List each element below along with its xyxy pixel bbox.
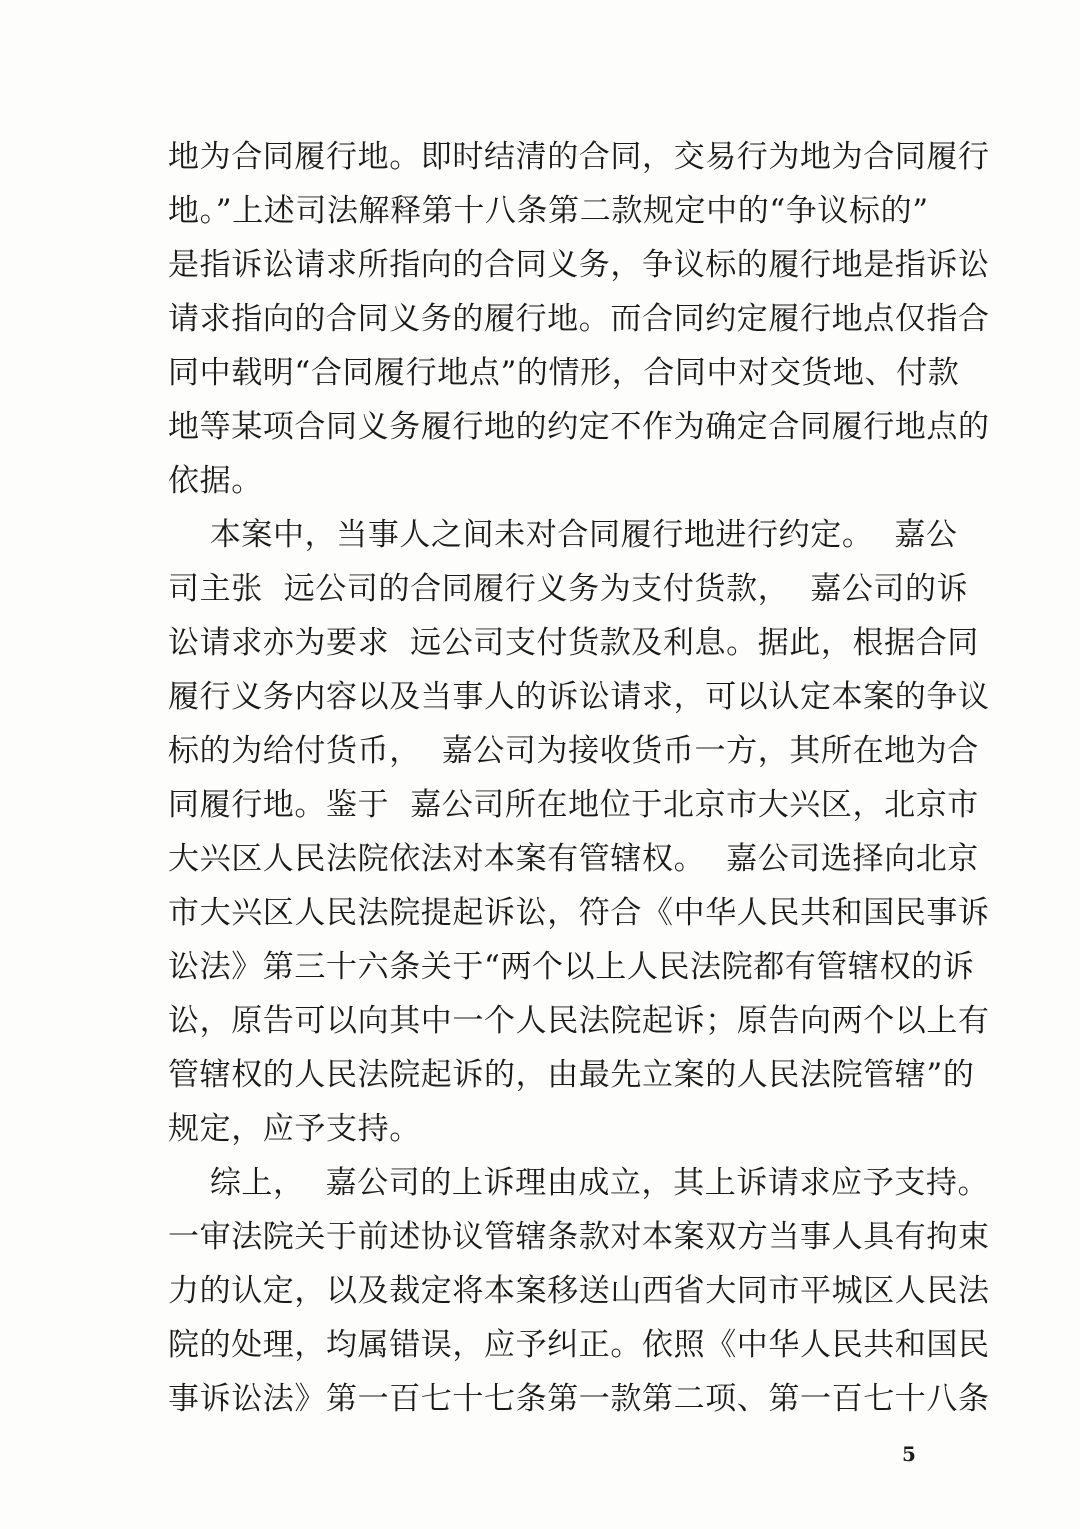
text-line: 管辖权的人民法院起诉的，由最先立案的人民法院管辖”的 [168,1057,975,1093]
text-line: 地。”上述司法解释第十八条第二款规定中的“争议标的” [168,193,929,229]
text-line: 司主张 远公司的合同履行义务为支付货款， 嘉公司的诉 [168,571,969,607]
text-line: 是指诉讼请求所指向的合同义务，争议标的履行地是指诉讼 [168,247,990,283]
text-line: 事诉讼法》第一百七十七条第一款第二项、第一百七十八条 [168,1381,990,1417]
text-line: 履行义务内容以及当事人的诉讼请求，可以认定本案的争议 [168,679,990,715]
text-line: 一审法院关于前述协议管辖条款对本案双方当事人具有拘束 [168,1219,990,1255]
text-line: 院的处理，均属错误，应予纠正。依照《中华人民共和国民 [168,1327,990,1363]
text-line: 标的为给付货币， 嘉公司为接收货币一方，其所在地为合 [168,733,979,769]
text-line: 大兴区人民法院依法对本案有管辖权。 嘉公司选择向北京 [168,841,979,877]
text-line: 依据。 [168,463,263,499]
text-line: 讼，原告可以向其中一个人民法院起诉；原告向两个以上有 [168,1003,990,1039]
text-line: 综上， 嘉公司的上诉理由成立，其上诉请求应予支持。 [168,1165,990,1201]
text-line: 同履行地。鉴于 嘉公司所在地位于北京市大兴区，北京市 [168,787,979,823]
text-line: 同中载明“合同履行地点”的情形，合同中对交货地、付款 [168,355,960,391]
text-line: 讼请求亦为要求 远公司支付货款及利息。据此，根据合同 [168,625,979,661]
text-line: 请求指向的合同义务的履行地。而合同约定履行地点仅指合 [168,301,990,337]
text-line: 市大兴区人民法院提起诉讼，符合《中华人民共和国民事诉 [168,895,990,931]
text-line: 本案中，当事人之间未对合同履行地进行约定。 嘉公 [168,517,958,553]
text-line: 规定，应予支持。 [168,1111,421,1147]
page-number: 5 [902,1442,916,1466]
text-line: 地等某项合同义务履行地的约定不作为确定合同履行地点的 [168,409,990,445]
text-line: 讼法》第三十六条关于“两个以上人民法院都有管辖权的诉 [168,949,975,985]
text-line: 地为合同履行地。即时结清的合同，交易行为地为合同履行 [168,139,990,175]
text-line: 力的认定，以及裁定将本案移送山西省大同市平城区人民法 [168,1273,990,1309]
